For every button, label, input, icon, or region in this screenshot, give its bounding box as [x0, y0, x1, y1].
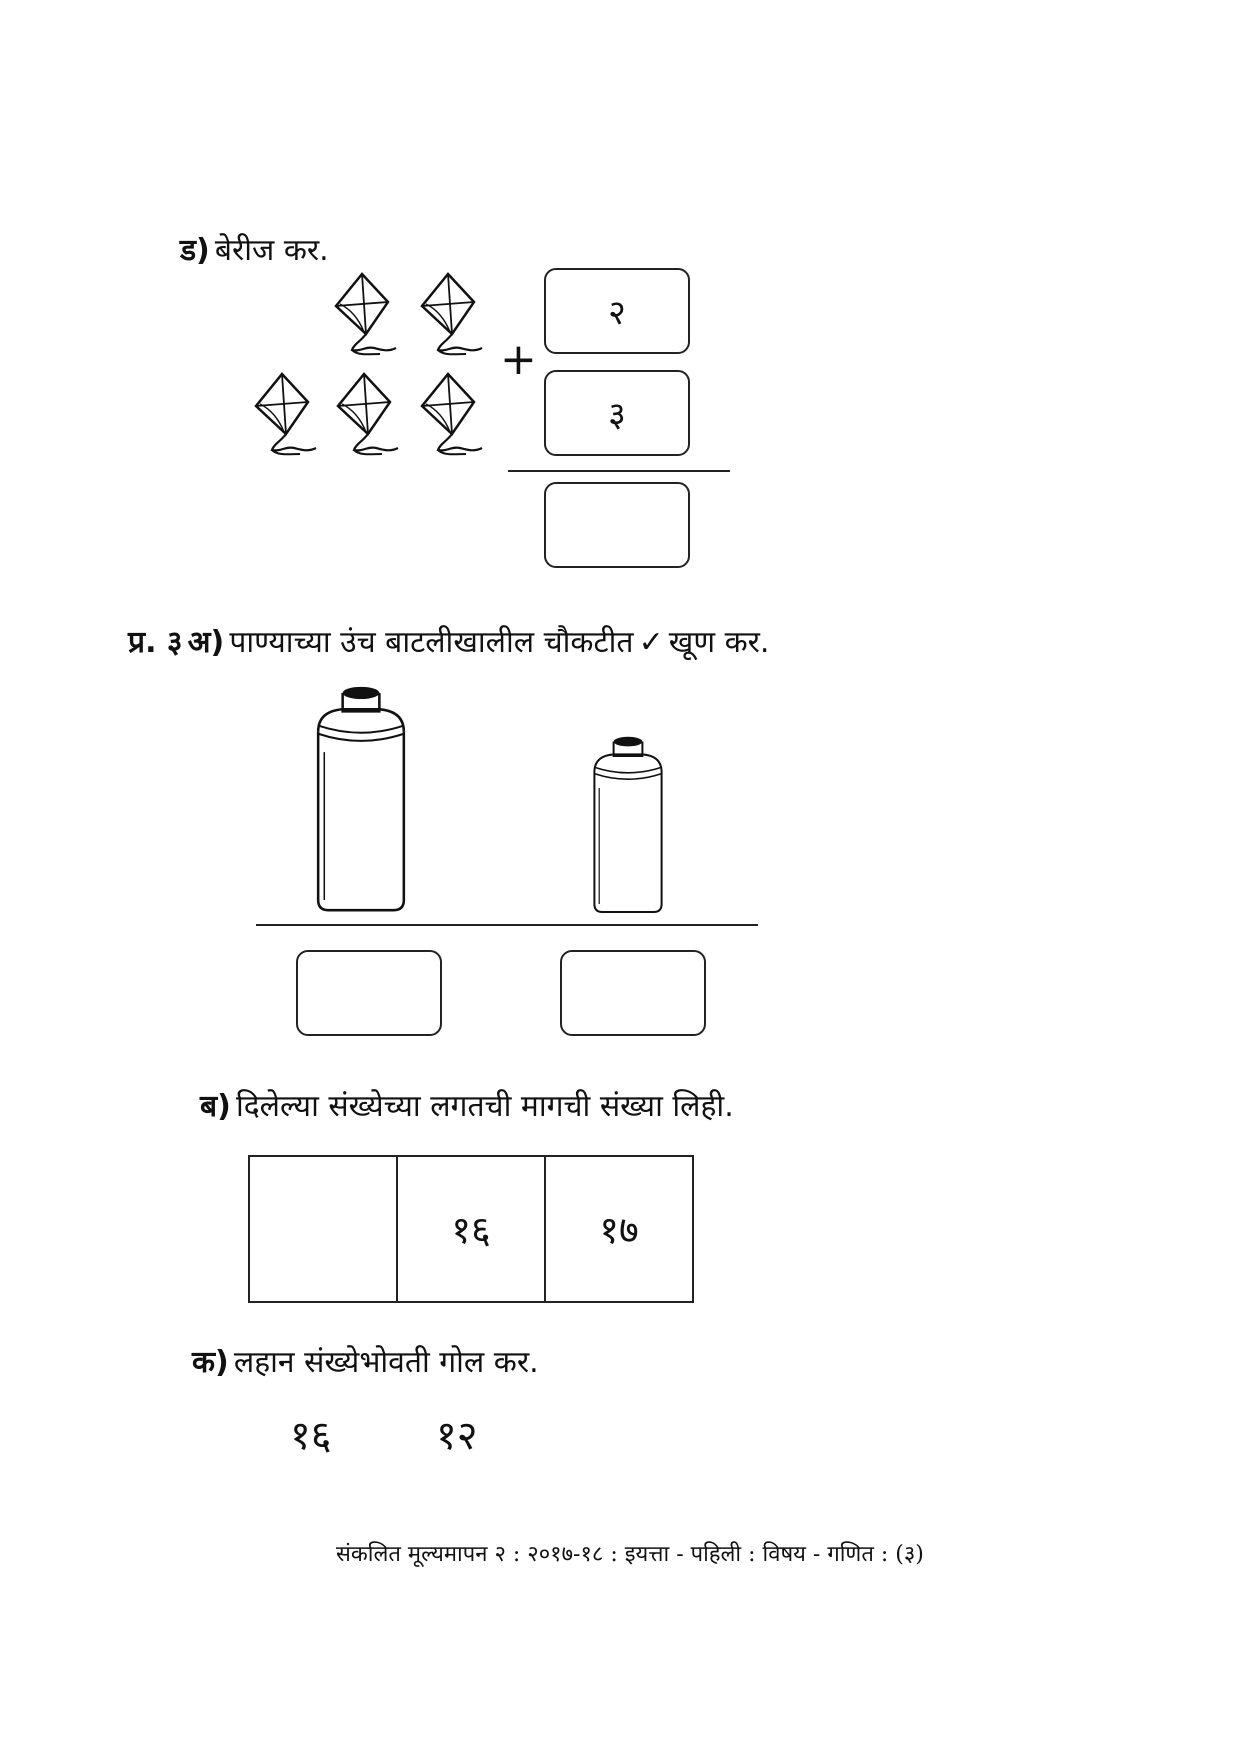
part-b-heading: [200, 1084, 734, 1125]
kite-icon: [416, 272, 486, 358]
part-a-instruction-end: खूण कर.: [668, 625, 770, 660]
tall-bottle-tick-box[interactable]: [296, 950, 442, 1036]
section-d-label: ड): [180, 233, 210, 268]
circle-option-number[interactable]: १६: [290, 1413, 332, 1459]
given-number-cell: १७: [545, 1156, 693, 1302]
part-c-instruction: लहान संख्येभोवती गोल कर.: [233, 1345, 539, 1380]
answer-box[interactable]: [544, 482, 690, 568]
question-3a-heading: [128, 620, 769, 661]
kite-icon: [250, 372, 320, 458]
plus-sign: +: [500, 334, 537, 385]
previous-number-cell[interactable]: [249, 1156, 397, 1302]
short-bottle-icon: [588, 722, 668, 926]
question-number: प्र. ३: [128, 625, 183, 660]
part-c-heading: [192, 1340, 539, 1381]
circle-option-number[interactable]: १२: [436, 1413, 478, 1459]
kite-icon: [330, 272, 400, 358]
part-a-instruction: पाण्याच्या उंच बाटलीखालील चौकटीत: [229, 625, 634, 660]
part-b-instruction: दिलेल्या संख्येच्या लगतची मागची संख्या लिही.: [235, 1089, 734, 1124]
shelf-line: [256, 924, 758, 926]
part-c-label: क): [192, 1345, 229, 1380]
section-d-instruction: बेरीज कर.: [214, 233, 329, 268]
kite-icon: [332, 372, 402, 458]
short-bottle-tick-box[interactable]: [560, 950, 706, 1036]
table-row: [249, 1156, 693, 1302]
section-d-heading: [180, 228, 329, 269]
part-b-label: ब): [200, 1089, 231, 1124]
tall-bottle-icon: [310, 668, 412, 928]
kite-icon: [416, 372, 486, 458]
addend-1-box: २: [544, 268, 690, 354]
page-footer: संकलित मूल्यमापन २ : २०१७-१८ : इयत्ता - पहिली : विषय - गणित : (३): [336, 1542, 924, 1567]
number-sequence-table: [248, 1155, 694, 1303]
given-number-cell: १६: [397, 1156, 545, 1302]
check-mark-icon: ✓: [638, 625, 664, 660]
sum-line: [508, 470, 730, 472]
addend-2-box: ३: [544, 370, 690, 456]
part-a-label: अ): [187, 625, 225, 660]
